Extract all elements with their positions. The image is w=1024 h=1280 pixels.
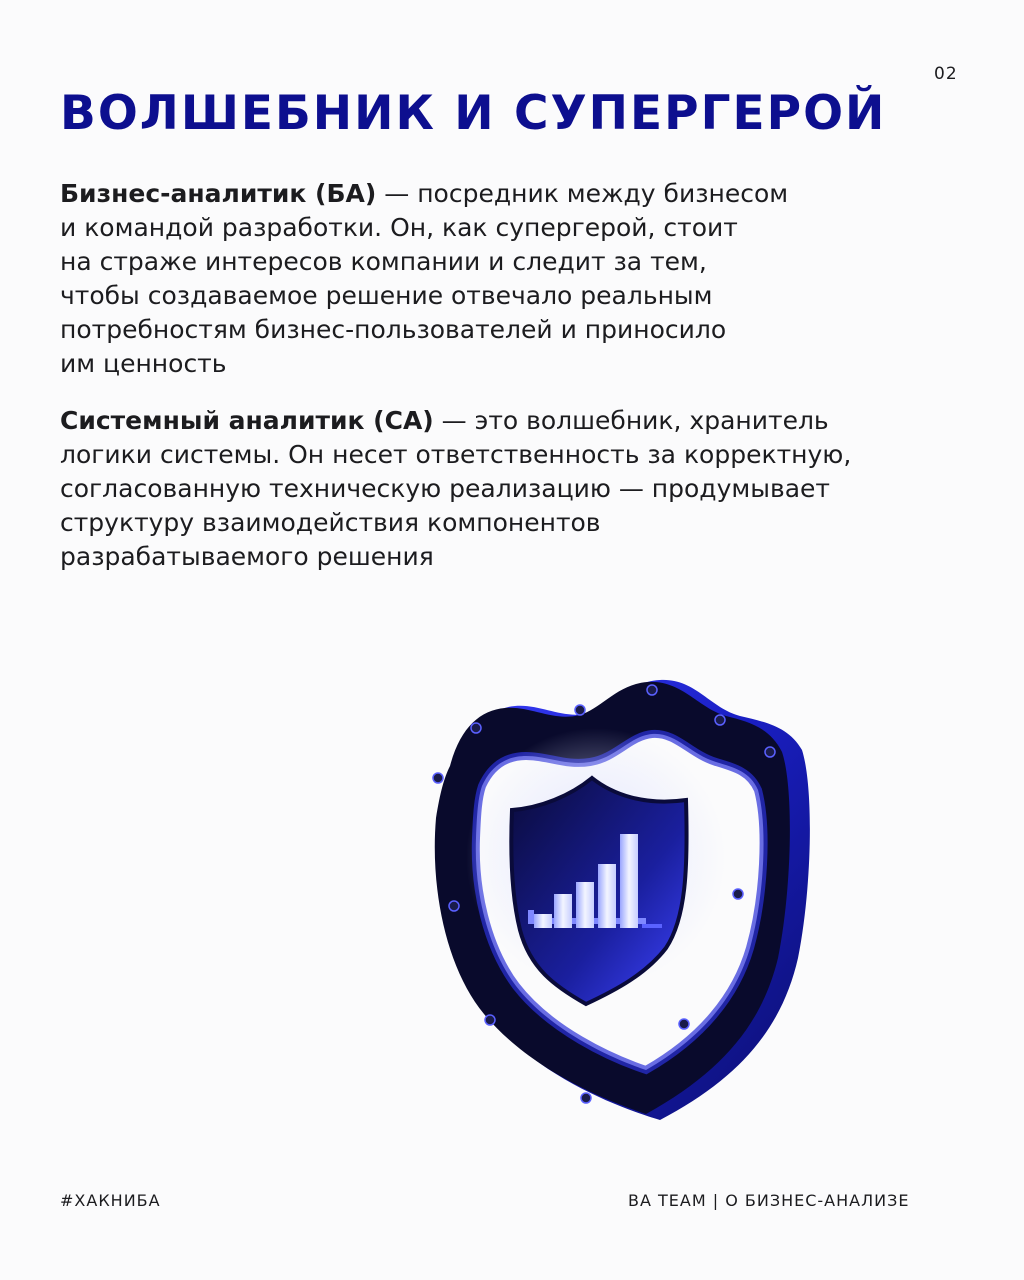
shield-illustration <box>420 668 820 1128</box>
ba-line-5: потребностям бизнес-пользователей и приносило <box>60 315 727 344</box>
page-title: ВОЛШЕБНИК И СУПЕРГЕРОЙ <box>60 86 887 141</box>
sa-line-1 <box>60 404 851 438</box>
sa-line-5: разрабатываемого решения <box>60 542 434 571</box>
ba-line-2: и командой разработки. Он, как супергерой, стоит <box>60 213 738 242</box>
footer-hashtag: #ХАКНИБА <box>60 1191 161 1210</box>
sa-line-1-text: — это волшебник, хранитель <box>433 406 829 435</box>
ba-line-6: им ценность <box>60 349 227 378</box>
sa-description <box>60 404 851 574</box>
ba-description <box>60 177 788 381</box>
ba-line-4: чтобы создаваемое решение отвечало реальным <box>60 281 713 310</box>
footer-brand: BA TEAM | О БИЗНЕС-АНАЛИЗЕ <box>628 1191 910 1210</box>
ba-line-3: на страже интересов компании и следит за тем, <box>60 247 707 276</box>
shield-with-bar-chart-icon <box>420 668 820 1132</box>
sa-line-3: согласованную техническую реализацию — продумывает <box>60 474 830 503</box>
page-number: 02 <box>934 64 958 84</box>
ba-line-1-text: — посредник между бизнесом <box>376 179 789 208</box>
sa-line-2: логики системы. Он несет ответственность за корректную, <box>60 440 852 469</box>
sa-term: Системный аналитик (СА) <box>60 406 434 435</box>
ba-line-1 <box>60 177 788 211</box>
ba-term: Бизнес-аналитик (БА) <box>60 179 377 208</box>
sa-line-4: структуру взаимодействия компонентов <box>60 508 601 537</box>
